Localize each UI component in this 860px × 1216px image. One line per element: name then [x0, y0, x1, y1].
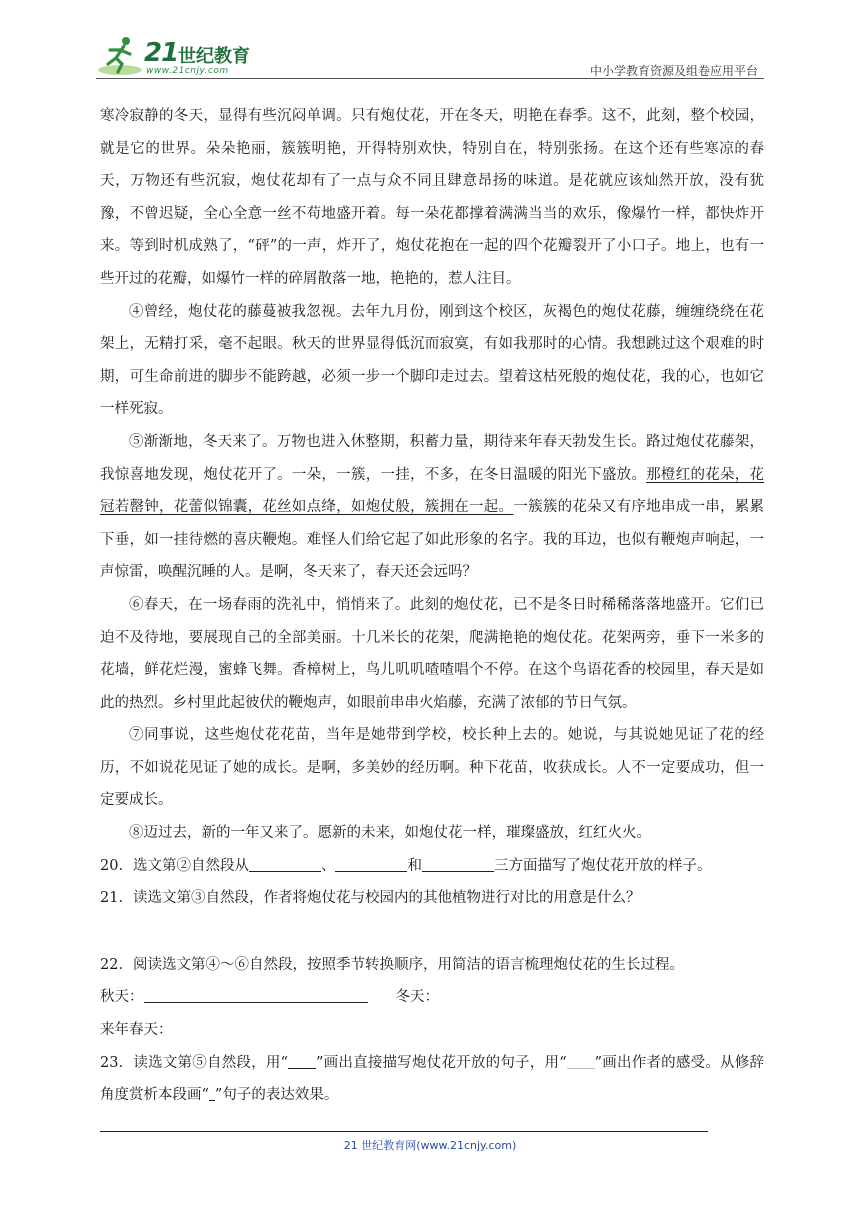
paragraph-4: ④曾经，炮仗花的藤蔓被我忽视。去年九月份，刚到这个校区，灰褐色的炮仗花藤，缠缠绕绕在花架上，无精打采，毫不起眼。秋天的世界显得低沉而寂寞，有如我那时的心情。我想跳过这个艰难的时期，可生命前进的脚步不能跨越，必须一步一个脚印走过去。望着这枯死般的炮仗花，我的心，也如它一样死寂。: [100, 303, 764, 418]
page-footer: 21 世纪教育网(www.21cnjy.com): [343, 1139, 517, 1152]
document-body: [100, 100, 764, 1112]
answer-space: [100, 915, 764, 949]
answer-blank-2[interactable]: [335, 855, 407, 872]
paragraph-3-continued: 寒冷寂静的冬天，显得有些沉闷单调。只有炮仗花，开在冬天，明艳在春季。这不，此刻，整个校园，就是它的世界。朵朵艳丽，簇簇明艳，开得特别欢快，特别自在，特别张扬。在这个还有些寒凉的春天，万物还有些沉寂，炮仗花却有了一点与众不同且肆意昂扬的味道。是花就应该灿然开放，没有犹豫，不曾迟疑，全心全意一丝不苟地盛开着。每一朵花都撑着满满当当的欢乐，像爆竹一样，都快炸开来。等到时机成熟了，“砰”的一声，炸开了，炮仗花抱在一起的四个花瓣裂开了小口子。地上，也有一些开过的花瓣，如爆竹一样的碎屑散落一地，艳艳的，惹人注目。: [100, 108, 764, 287]
question-20: [100, 850, 764, 883]
question-20-separator-1: 、: [320, 857, 336, 874]
underlined-sentence: 那橙红的花朵，花冠若罄钟，花蕾似锦囊，花丝如点绛，如炮仗般，簇拥在一起。: [100, 466, 765, 516]
straight-line-mark: [288, 1052, 316, 1069]
question-23: [100, 1047, 764, 1112]
question-23-text-a: 23．读选文第⑤自然段，用“: [100, 1054, 289, 1071]
logo-name: 世纪教育: [178, 46, 250, 67]
header-divider: [96, 78, 764, 79]
question-20-text-b: 三方面描写了炮仗花开放的样子。: [493, 857, 712, 874]
paragraph-6: ⑥春天，在一场春雨的洗礼中，悄悄来了。此刻的炮仗花，已不是冬日时稀稀落落地盛开。它们已迫不及待地，要展现自己的全部美丽。十几米长的花架，爬满艳艳的炮仗花。花架两旁，垂下一米多的花墙，鲜花烂漫，蜜蜂飞舞。香樟树上，鸟儿叽叽喳喳唱个不停。在这个鸟语花香的校园里，春天是如此的热烈。乡村里此起彼伏的鞭炮声，如眼前串串火焰藤，充满了浓郁的节日气氛。: [100, 596, 764, 711]
page-header: [96, 34, 764, 80]
question-21: 21．读选文第③自然段，作者将炮仗花与校园内的其他植物进行对比的用意是什么？: [100, 890, 641, 907]
question-23-text-c: ”画出作者的感受。从修辞角度赏析本段画“: [100, 1054, 764, 1104]
wavy-line-mark: [567, 1052, 595, 1069]
paragraph-5-part-b: 一簇簇的花朵又有序地串成一串，累累下垂，如一挂待燃的喜庆鞭炮。难怪人们给它起了如此形象的名字。我的耳边，也似有鞭炮声响起，一声惊雷，唤醒沉睡的人。是啊，冬天来了，春天还会远吗？: [100, 499, 765, 581]
footer-divider: [100, 1131, 708, 1132]
paragraph-7: ⑦同事说，这些炮仗花花苗，当年是她带到学校，校长种上去的。她说，与其说她见证了花的经历，不如说花见证了她的成长。是啊，多美妙的经历啊。种下花苗，收获成长。人不一定要成功，但一定要成长。: [100, 727, 764, 809]
question-20-text-a: 20．选文第②自然段从: [100, 857, 249, 874]
winter-label: 冬天：: [395, 989, 439, 1006]
logo-number: 21: [144, 38, 179, 68]
site-logo: [96, 34, 266, 80]
question-23-text-d: ”句子的表达效果。: [214, 1087, 339, 1104]
question-22-autumn-winter: [100, 981, 764, 1014]
autumn-answer-blank[interactable]: [144, 986, 368, 1003]
answer-blank-1[interactable]: [249, 855, 321, 872]
answer-blank-3[interactable]: [422, 855, 494, 872]
platform-name: 中小学教育资源及组卷应用平台: [589, 64, 758, 78]
logo-url: www.21cnjy.com: [146, 66, 229, 76]
paragraph-5-part-a: ⑤渐渐地，冬天来了。万物也进入休整期，积蓄力量，期待来年春天勃发生长。路过炮仗花藤架，我惊喜地发现，炮仗花开了。一朵，一簇，一挂，不多，在冬日温暖的阳光下盛放。: [100, 433, 764, 483]
question-22-spring: 来年春天：: [100, 1022, 173, 1039]
paragraph-8: ⑧迈过去，新的一年又来了。愿新的未来，如炮仗花一样，璀璨盛放，红红火火。: [129, 825, 651, 842]
paragraph-5: [100, 426, 764, 589]
autumn-label: 秋天：: [100, 989, 144, 1006]
runner-icon: [96, 34, 146, 78]
question-23-text-b: ”画出直接描写炮仗花开放的句子，用“: [316, 1054, 567, 1071]
question-22: 22．阅读选文第④～⑥自然段，按照季节转换顺序，用简洁的语言梳理炮仗花的生长过程。: [100, 956, 684, 973]
question-20-separator-2: 和: [407, 857, 422, 874]
